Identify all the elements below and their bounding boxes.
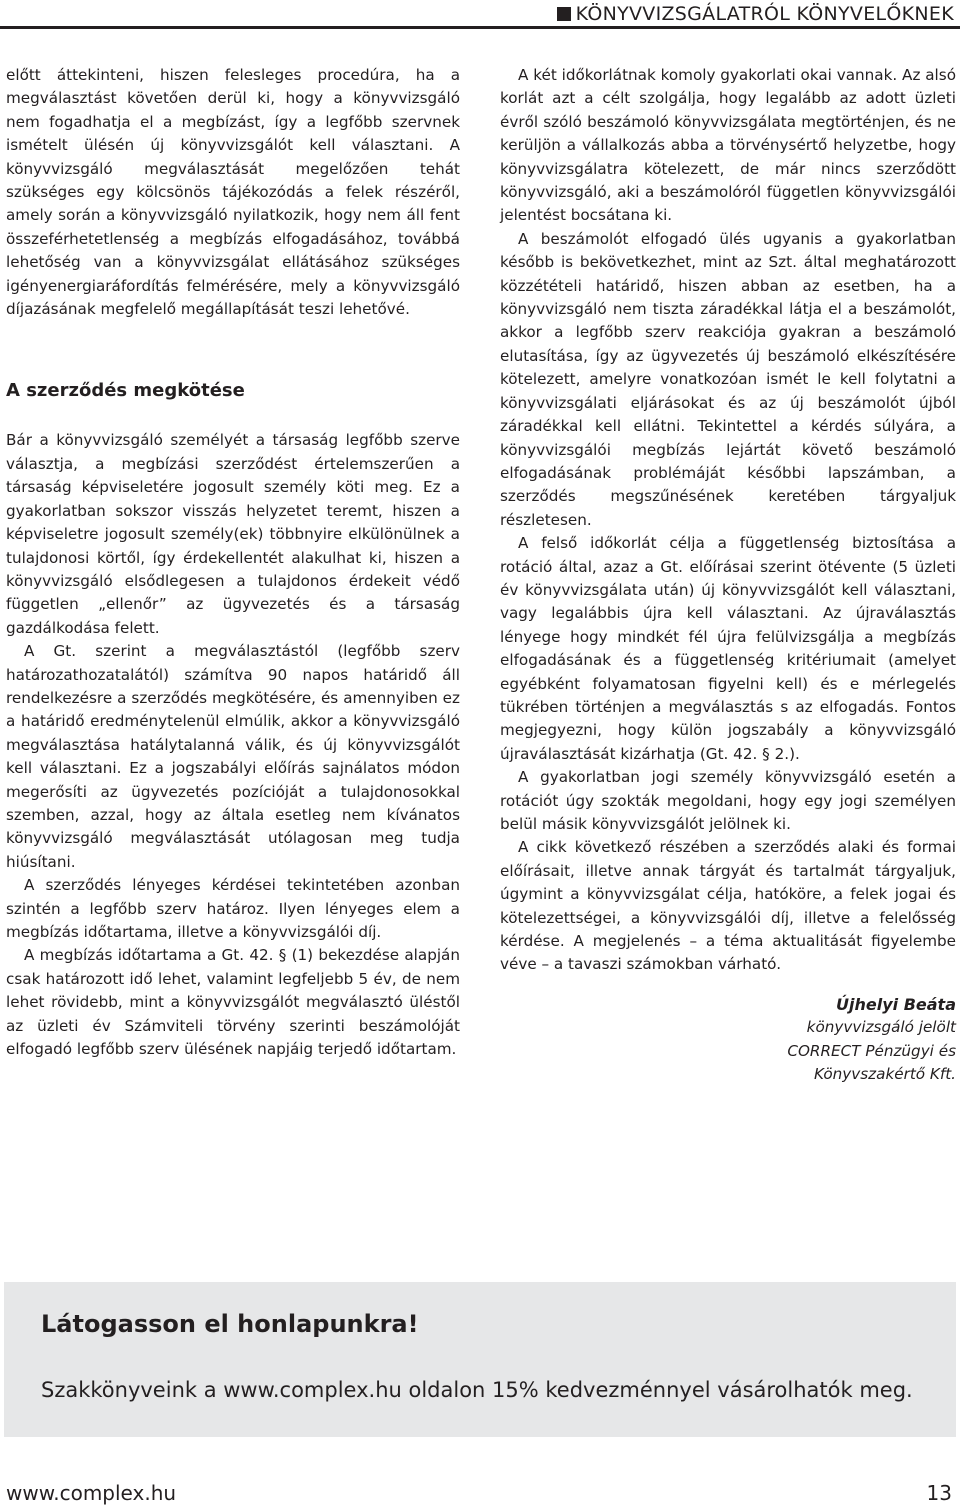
paragraph: A két időkorlátnak komoly gyakorlati okai vannak. Az alsó korlát azt a célt szolgálja, hogy legalább az adott üzleti évről szóló beszámoló könyvvizsgálata megtörténjen, és ne kerüljön a vállalkozás abba a törvénysértő helyzetbe, hogy könyvvizsgálatra kötelezett, de már nincs szerződött könyvvizsgáló, aki a beszámolóról független könyvvizsgálói jelentést bocsátana ki.	[500, 66, 956, 225]
ad-text: Szakkönyveink a www.complex.hu oldalon 15% kedvezménnyel vásárolhatók meg.	[41, 1378, 913, 1402]
paragraph: A megbízás időtartama a Gt. 42. § (1) bekezdése alapján csak határozott idő lehet, valamint legfeljebb 5 év, de nem lehet rövidebb, mint a könyvvizsgálót megválasztó üléstől az üzleti év Számviteli törvény szerinti beszámolóját elfogadó legfőbb szerv ülésének napjáig terjedő időtartam.	[6, 946, 460, 1059]
author-name: Újhelyi Beáta	[836, 994, 956, 1014]
paragraph: előtt áttekinteni, hiszen felesleges procedúra, ha a megválasztást követően derül ki, hogy a könyvvizsgáló nem fogadhatja el a megbízást, így a legfőbb szervnek ismételt ülésén új könyvvizsgálót kell választani. A könyvvizsgáló megválasztását megelőzően tehát szükséges egy kölcsönös tájékozódás a felek részéről, amely során a könyvvizsgáló nyilatkozik, hogy nem áll fent összeférhetetlenség a megbízás elfogadásához, továbbá lehetőség van a könyvvizsgálat ellátásához szükséges igényenergiaráfordítás felmérésére, mely a könyvvizsgáló díjazásának megfelelő megállapítását teszi lehetővé.	[6, 66, 460, 319]
paragraph: A felső időkorlát célja a függetlenség biztosítása a rotáció által, azaz a Gt. előírásai szerint ötévente (5 üzleti év könyvvizsgálata után) új könyvvizsgálót kell választani, vagy legalábbis újra kell választani. Az újraválasztás lényege hogy mindkét fél újra felülvizsgálja a megbízás elfogadásának és a függetlenség kritériumait (amelyet egyébként folyamatosan figyelni kell) és e mérlegelés tükrében történjen a megválasztás s az elfogadás. Fontos megjegyezni, hogy külön jogszabály a könyvvizsgáló újraválasztását kizárhatja (Gt. 42. § 2.).	[500, 534, 956, 763]
running-header	[0, 0, 960, 30]
right-column	[500, 64, 956, 1086]
author-signature	[500, 993, 956, 1087]
paragraph: A Gt. szerint a megválasztástól (legfőbb szerv határozathozatalától) számítva 90 napos határidő áll rendelkezésre a szerződés megkötésére, és amennyiben ez a határidő eredménytelenül elmúlik, akkor a könyvvizsgáló megválasztása hatálytalanná válik, és új könyvvizsgálót kell választani. Ez a jogszabályi előírás sajnálatos módon megerősíti az ügyvezetés pozícióját a tulajdonosokkal szemben, azzal, hogy az általa esetleg nem kívánatos könyvvizsgáló megválasztását utólagosan meg tudja hiúsítani.	[6, 642, 460, 871]
advertisement-box	[4, 1282, 956, 1437]
paragraph: A beszámolót elfogadó ülés ugyanis a gyakorlatban később is bekövetkezhet, mint az Szt. által meghatározott közzétételi határidő, hiszen abban az esetben, ha a könyvvizsgáló nem tiszta záradékkal látja el a beszámolót, akkor a legfőbb szerv reakciója gyakran a beszámoló elutasítása, így az ügyvezetés új beszámoló elkészítésére kötelezett, amelyre vonatkozóan ismét le kell folytatni a könyvvizsgálati eljárásokat és az új beszámolót újból záradékkal kell ellátni. Tekintettel a kérdés súlyára, a könyvvizsgálói megbízás lejártát követő beszámoló elfogadásának problémáját későbbi lapszámban, a szerződés megszűnésének keretében tárgyaljuk részletesen.	[500, 229, 956, 529]
ad-title: Látogasson el honlapunkra!	[41, 1310, 419, 1338]
paragraph: A szerződés lényeges kérdései tekintetében azonban szintén a legfőbb szerv határoz. Ilyen lényeges elem a megbízás időtartama, illetve a könyvvizsgálói díj.	[6, 876, 460, 941]
author-role: könyvvizsgáló jelölt	[806, 1018, 956, 1037]
paragraph: A gyakorlatban jogi személy könyvvizsgáló esetén a rotációt úgy szokták megoldani, hogy egy jogi személyen belül másik könyvvizsgálót jelölnek ki.	[500, 768, 956, 833]
paragraph: Bár a könyvvizsgáló személyét a társaság legfőbb szerve választja, a megbízási szerződést értelemszerűen a társaság képviseletére jogosult személy köti meg. Ez a gyakorlatban sokszor visszás helyzetet teremt, hiszen a képviseletre jogosult személy(ek) többnyire elkülönülnek a tulajdonosi körtől, így érdekellentét alakulhat ki, hiszen a könyvvizsgáló elsődlegesen a tulajdonos érdekeit védő független „ellenőr” az ügyvezetés és a társaság gazdálkodása felett.	[6, 431, 460, 637]
section-title-text: KÖNYVVIZSGÁLATRÓL KÖNYVELŐKNEK	[575, 3, 954, 25]
footer-url: www.complex.hu	[6, 1481, 177, 1505]
square-bullet-icon	[557, 7, 571, 21]
section-heading: A szerződés megkötése	[6, 380, 245, 402]
paragraph: A cikk következő részében a szerződés alaki és formai előírásait, illetve annak tárgyát és tartalmát tárgyaljuk, úgymint a könyvvizsgálat célja, hatóköre, a felek jogai és kötelezettségei, a könyvvizsgálói díj, illetve a felelősség kérdése. A megjelenés – a téma aktualitását figyelembe véve – a tavaszi számokban várható.	[500, 838, 956, 974]
header-rule	[0, 26, 960, 29]
section-title	[557, 3, 954, 25]
author-company: Könyvszakértő Kft.	[813, 1065, 956, 1084]
page-number: 13	[926, 1481, 952, 1505]
left-column	[6, 64, 460, 1061]
author-company: CORRECT Pénzügyi és	[787, 1041, 956, 1060]
